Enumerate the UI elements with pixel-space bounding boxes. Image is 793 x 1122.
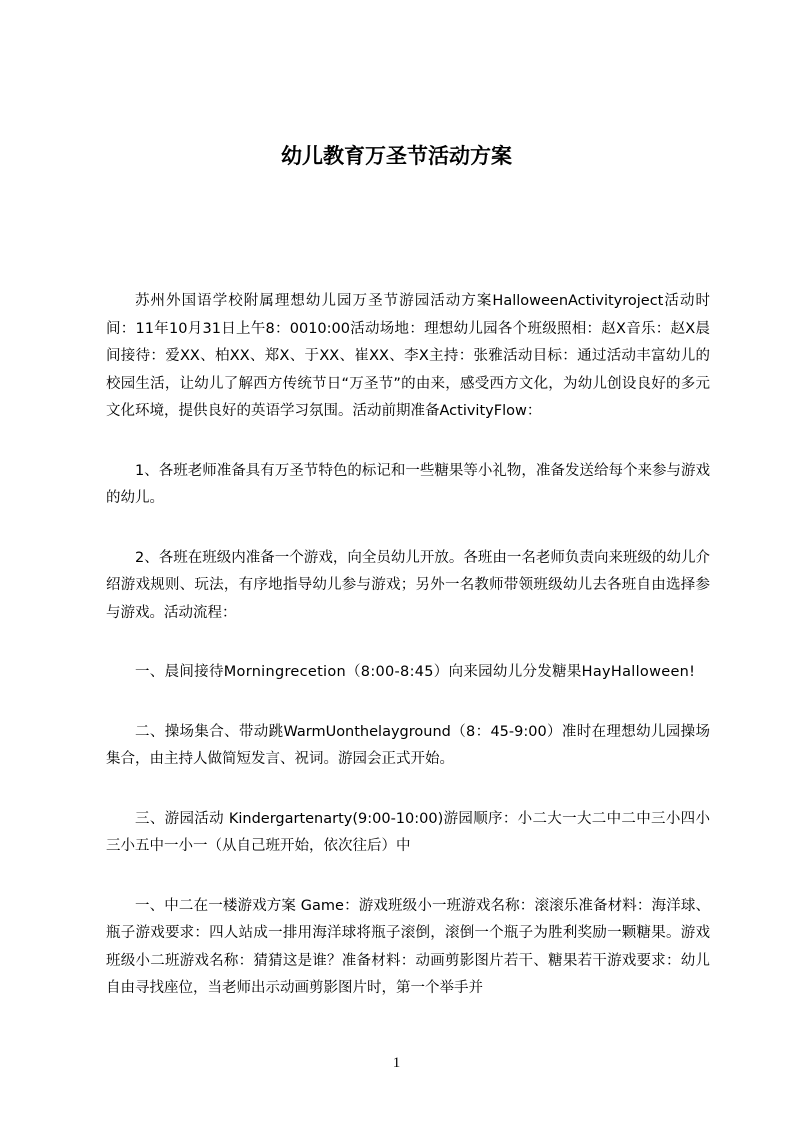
paragraph-activity-overview: 苏州外国语学校附属理想幼儿园万圣节游园活动方案HalloweenActivityroject活动时间：11年10月31日上午8：0010:00活动场地：理想幼儿园各个班级照相：赵X音乐：赵X晨间接待：爱XX、柏XX、郑X、于XX、崔XX、李X主持：张雅活动目标：通过活动丰富幼儿的校园生活，让幼儿了解西方传统节日“万圣节”的由来，感受西方文化，为幼儿创设良好的多元文化环境，提供良好的英语学习氛围。活动前期准备ActivityFlow： — [106, 293, 710, 419]
paragraph-morning-reception: 一、晨间接待Morningrecetion（8:00-8:45）向来园幼儿分发糖果HayHalloween! — [135, 664, 696, 680]
document-title: 幼儿教育万圣节活动方案 — [281, 144, 512, 168]
page-number: 1 — [392, 1055, 401, 1071]
paragraph-game-plan: 一、中二在一楼游戏方案 Game：游戏班级小一班游戏名称：滚滚乐准备材料：海洋球、瓶子游戏要求：四人站成一排用海洋球将瓶子滚倒，滚倒一个瓶子为胜利奖励一颗糖果。游戏班级小二班游戏名称：猜猜这是谁？准备材料：动画剪影图片若干、糖果若干游戏要求：幼儿自由寻找座位，当老师出示动画剪影图片时，第一个举手并 — [106, 897, 710, 996]
document-body — [106, 288, 710, 1035]
paragraph-preparation-1: 1、各班老师准备具有万圣节特色的标记和一些糖果等小礼物，准备发送给每个来参与游戏的幼儿。 — [106, 462, 710, 506]
paragraph-garden-activity: 三、游园活动 Kindergartenarty(9:00-10:00)游园顺序：小二大一大二中二中三小四小三小五中一小一（从自己班开始，依次往后）中 — [106, 810, 710, 854]
paragraph-playground-gathering: 二、操场集合、带动跳WarmUonthelayground（8：45-9:00）准时在理想幼儿园操场集合，由主持人做简短发言、祝词。游园会正式开始。 — [106, 723, 710, 767]
paragraph-preparation-2: 2、各班在班级内准备一个游戏，向全员幼儿开放。各班由一名老师负责向来班级的幼儿介绍游戏规则、玩法，有序地指导幼儿参与游戏；另外一名教师带领班级幼儿去各班自由选择参与游戏。活动流程： — [106, 549, 710, 621]
